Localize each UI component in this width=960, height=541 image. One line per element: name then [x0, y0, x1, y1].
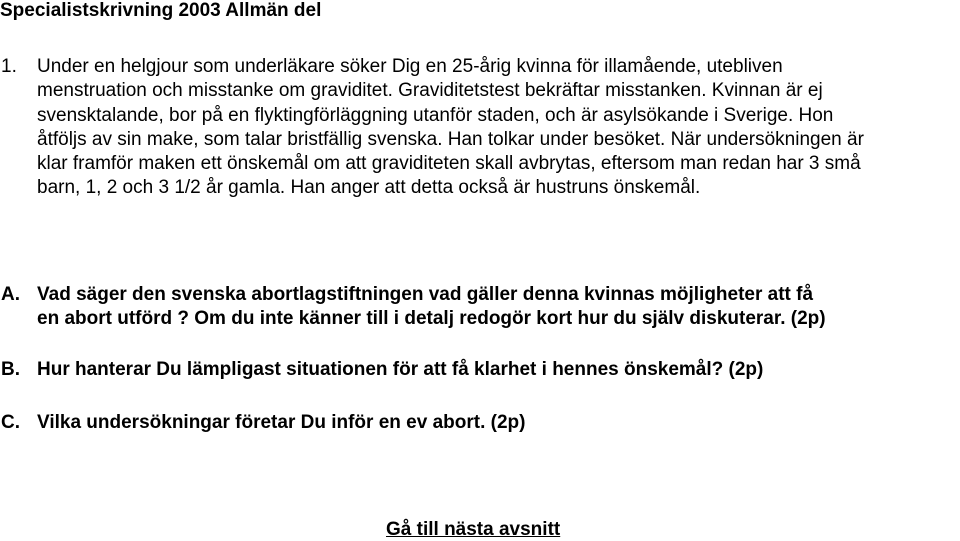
- question-b: [1, 358, 764, 382]
- case-description: [1, 55, 960, 201]
- question-a: [1, 283, 826, 332]
- case-line: klar framför maken ett önskemål om att graviditeten skall avbrytas, eftersom man redan har 3 små: [37, 153, 861, 175]
- question-line: Vilka undersökningar företar Du inför en ev abort. (2p): [37, 412, 526, 433]
- question-line: Hur hanterar Du lämpligast situationen för att få klarhet i hennes önskemål? (2p): [37, 359, 764, 380]
- case-line: svensktalande, bor på en flyktingförläggning utanför staden, och är asylsökande i Sverige. Hon: [37, 104, 834, 126]
- case-line: Under en helgjour som underläkare söker Dig en 25-årig kvinna för illamående, utebliven: [37, 56, 783, 77]
- next-section-link[interactable]: Gå till nästa avsnitt: [386, 519, 561, 540]
- question-letter: C.: [1, 412, 20, 433]
- question-line: Vad säger den svenska abortlagstiftningen vad gäller denna kvinnas möjligheter att få: [37, 284, 814, 305]
- question-letter: A.: [1, 284, 20, 305]
- case-line: barn, 1, 2 och 3 1/2 år gamla. Han anger att detta också är hustruns önskemål.: [37, 177, 701, 199]
- page-title: Specialistskrivning 2003 Allmän del: [0, 0, 322, 21]
- question-letter: B.: [1, 359, 20, 380]
- case-number: 1.: [1, 56, 17, 77]
- case-line: åtföljs av sin make, som talar bristfällig svenska. Han tolkar under besöket. När undersökningen är: [37, 128, 864, 150]
- question-c: [1, 411, 526, 435]
- question-line: en abort utförd ? Om du inte känner till i detalj redogör kort hur du själv diskuterar. (2p): [37, 308, 826, 330]
- case-line: menstruation och misstanke om graviditet. Graviditetstest bekräftar misstanken. Kvinnan är ej: [37, 80, 823, 102]
